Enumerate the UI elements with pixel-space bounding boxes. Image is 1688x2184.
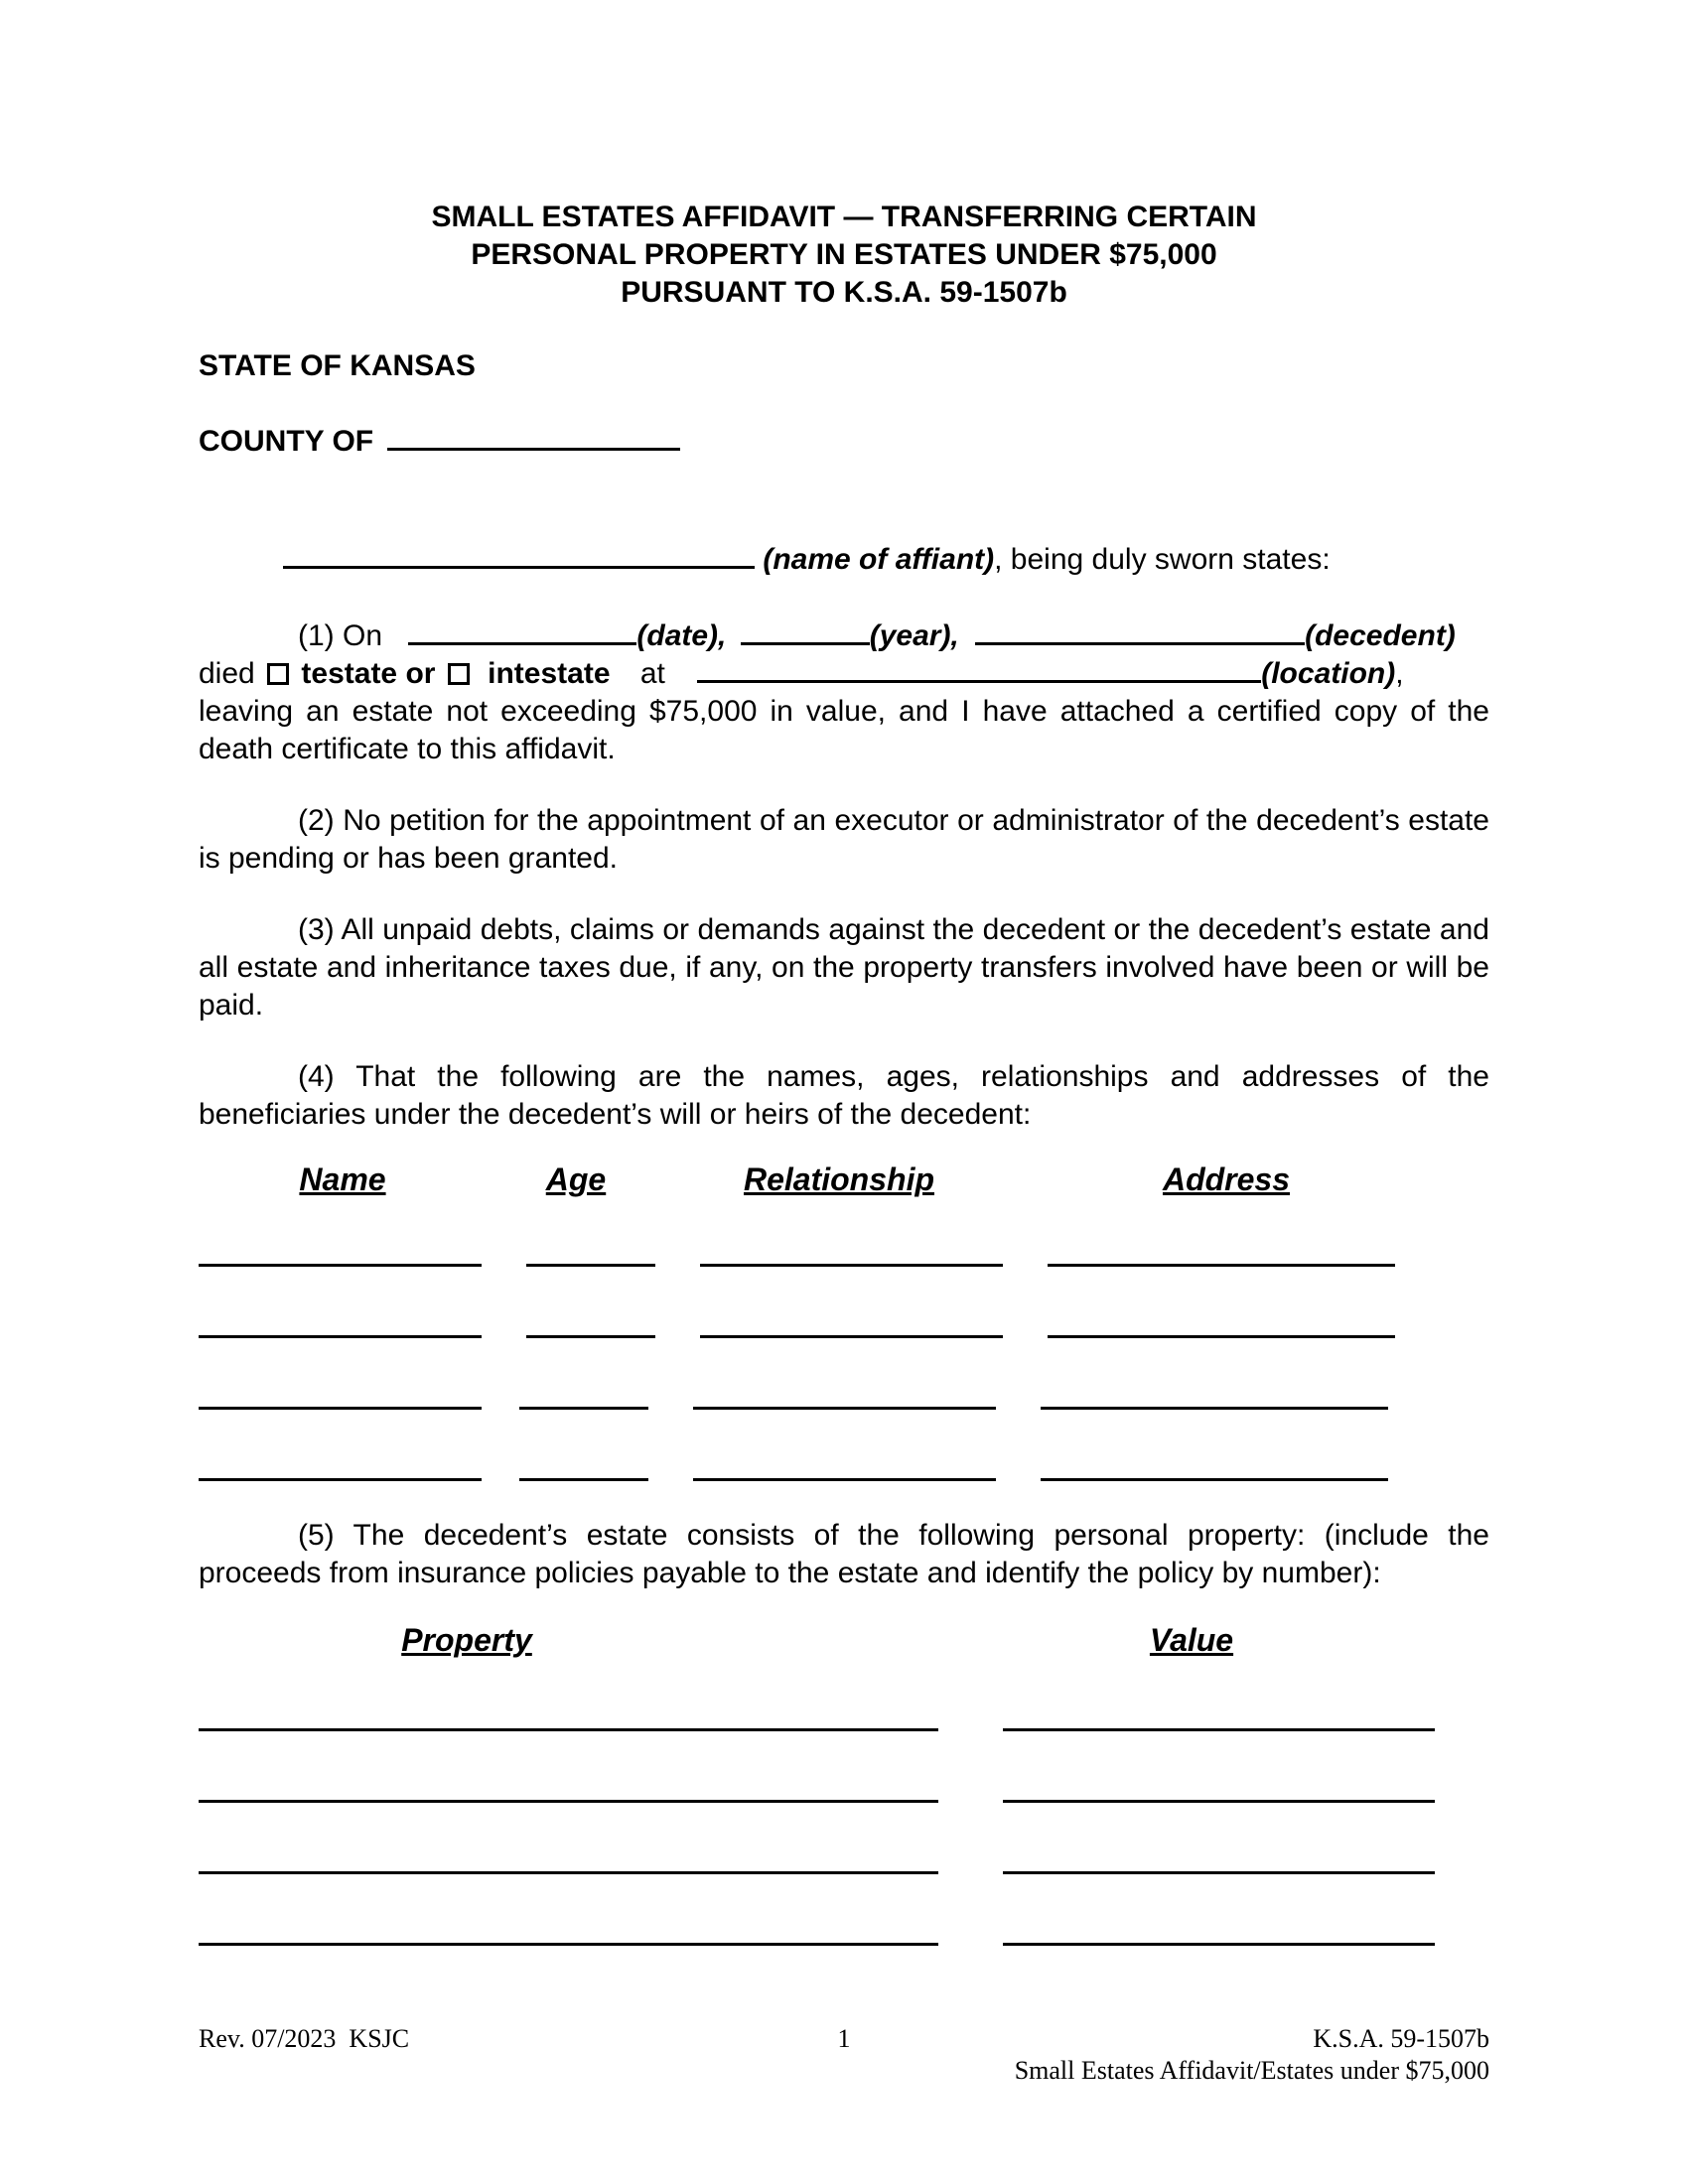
para1-rest: leaving an estate not exceeding $75,000 in value, and I have attached a certified copy of the death certificate to this affidavit.	[199, 695, 1489, 765]
heir-address-field[interactable]	[1041, 1407, 1388, 1410]
property-description-field[interactable]	[199, 1728, 938, 1731]
para5-text: (5) The decedent’s estate consists of the following personal property: (include the proceeds from insurance policies payable to the estate and identify the policy by number):	[199, 1519, 1489, 1589]
affiant-label: (name of affiant)	[763, 543, 995, 576]
property-header-value: Value	[1149, 1622, 1234, 1658]
heir-relationship-field[interactable]	[700, 1264, 1003, 1267]
property-value-field[interactable]	[1003, 1728, 1435, 1731]
heir-name-field[interactable]	[199, 1478, 482, 1481]
location-label: (location)	[1261, 657, 1396, 690]
document-title	[0, 199, 1688, 312]
property-value-field[interactable]	[1003, 1800, 1435, 1803]
property-description-field[interactable]	[199, 1943, 938, 1946]
para1-line1	[298, 617, 1456, 655]
county-field[interactable]	[387, 426, 680, 451]
intestate-label: intestate	[488, 657, 611, 690]
footer-revision: Rev. 07/2023 KSJC	[199, 2024, 410, 2053]
affiant-text: , being duly sworn states:	[994, 543, 1331, 576]
testate-checkbox[interactable]	[267, 663, 289, 685]
property-description-field[interactable]	[199, 1800, 938, 1803]
para3-text: (3) All unpaid debts, claims or demands against the decedent or the decedent’s estate and all estate and inheritance taxes due, if any, on the property transfers involved have been or will be paid.	[199, 913, 1489, 1022]
heir-age-field[interactable]	[519, 1407, 648, 1410]
heir-name-field[interactable]	[199, 1264, 482, 1267]
heir-address-field[interactable]	[1041, 1478, 1388, 1481]
heir-address-field[interactable]	[1048, 1335, 1395, 1338]
heir-relationship-field[interactable]	[700, 1335, 1003, 1338]
death-year-field[interactable]	[741, 620, 870, 645]
heir-name-field[interactable]	[199, 1335, 482, 1338]
heirs-header-name: Name	[299, 1161, 386, 1197]
title-line-2: PERSONAL PROPERTY IN ESTATES UNDER $75,000	[471, 238, 1217, 271]
property-value-field[interactable]	[1003, 1943, 1435, 1946]
decedent-name-field[interactable]	[975, 620, 1305, 645]
property-value-field[interactable]	[1003, 1871, 1435, 1874]
footer-form-name: Small Estates Affidavit/Estates under $75,000	[1014, 2056, 1489, 2085]
page-number: 1	[837, 2024, 851, 2053]
county-heading	[199, 425, 680, 459]
date-label: (date),	[636, 619, 727, 652]
state-heading: STATE OF KANSAS	[199, 349, 476, 382]
year-label: (year),	[869, 619, 959, 652]
title-line-3: PURSUANT TO K.S.A. 59-1507b	[621, 276, 1067, 309]
para1-on: (1) On	[298, 619, 383, 652]
property-header-property: Property	[401, 1622, 532, 1658]
heirs-header-age: Age	[545, 1161, 607, 1197]
para1-line2	[199, 655, 1404, 693]
testate-label: testate or	[301, 657, 436, 690]
title-line-1: SMALL ESTATES AFFIDAVIT — TRANSFERRING CERTAIN	[431, 201, 1257, 233]
location-comma: ,	[1395, 657, 1404, 690]
footer-statute: K.S.A. 59-1507b	[1313, 2024, 1489, 2053]
heirs-header-relationship: Relationship	[743, 1161, 934, 1197]
property-description-field[interactable]	[199, 1871, 938, 1874]
heir-age-field[interactable]	[526, 1335, 655, 1338]
decedent-label: (decedent)	[1305, 619, 1456, 652]
at-text: at	[639, 657, 665, 690]
died-text: died	[199, 657, 255, 690]
heir-relationship-field[interactable]	[693, 1478, 996, 1481]
heirs-header-address: Address	[1162, 1161, 1291, 1197]
affiant-line	[283, 541, 1331, 579]
heir-address-field[interactable]	[1048, 1264, 1395, 1267]
county-label: COUNTY OF	[199, 425, 374, 458]
affiant-name-field[interactable]	[283, 544, 755, 569]
para2-text: (2) No petition for the appointment of an executor or administrator of the decedent’s estate is pending or has been granted.	[199, 804, 1489, 875]
heir-age-field[interactable]	[526, 1264, 655, 1267]
intestate-checkbox[interactable]	[448, 663, 470, 685]
para4-text: (4) That the following are the names, ages, relationships and addresses of the beneficiaries under the decedent’s will or heirs of the decedent:	[199, 1060, 1489, 1131]
heir-age-field[interactable]	[519, 1478, 648, 1481]
heir-relationship-field[interactable]	[693, 1407, 996, 1410]
death-location-field[interactable]	[697, 658, 1261, 683]
death-date-field[interactable]	[408, 620, 636, 645]
heir-name-field[interactable]	[199, 1407, 482, 1410]
